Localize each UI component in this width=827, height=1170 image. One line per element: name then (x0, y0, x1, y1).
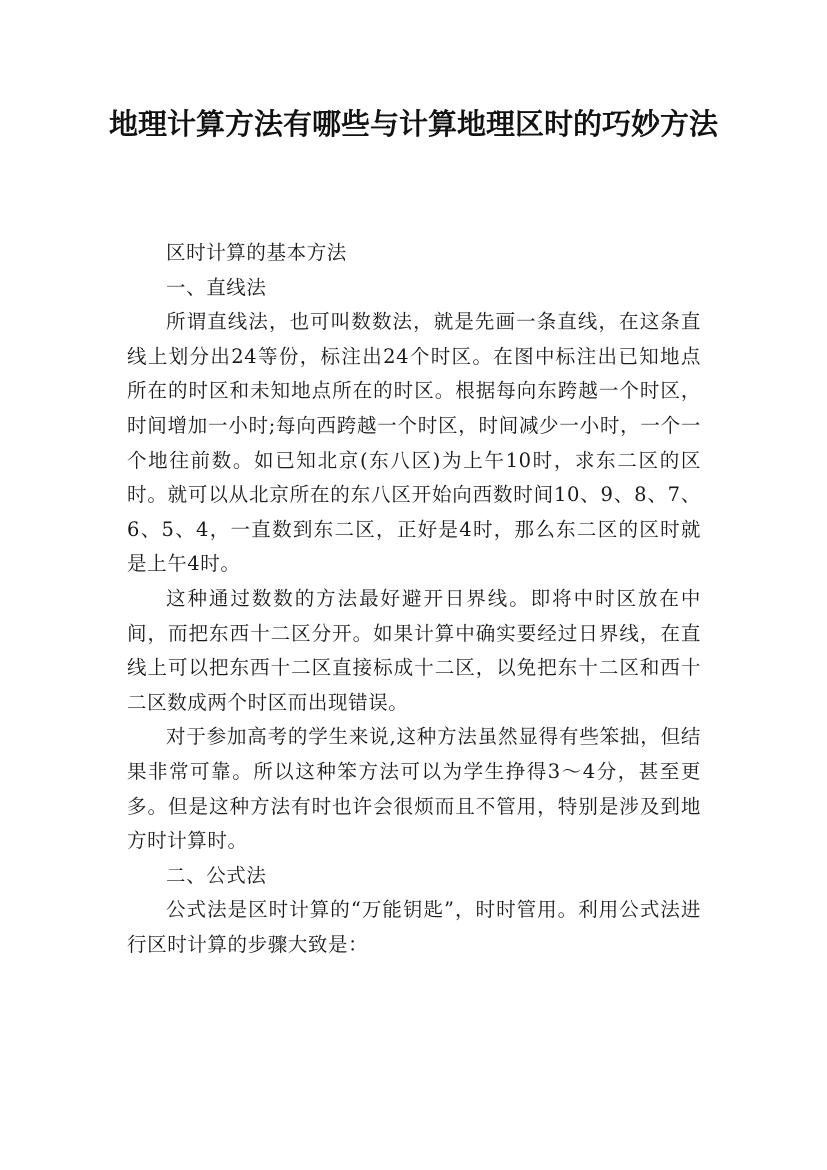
paragraph: 所谓直线法，也可叫数数法，就是先画一条直线，在这条直线上划分出24等份，标注出24个时区。在图中标注出已知地点所在的时区和未知地点所在的时区。根据每向东跨越一个时区，时间增加一小时;每向西跨越一个时区，时间减少一小时，一个一个地往前数。如已知北京(东八区)为上午10时，求东二区的区时。就可以从北京所在的东八区开始向西数时间10、9、8、7、6、5、4，一直数到东二区，正好是4时，那么东二区的区时就是上午4时。 (127, 310, 701, 576)
subsection-heading: 一、直线法 (166, 275, 267, 299)
section-heading: 区时计算的基本方法 (166, 241, 347, 264)
paragraph: 这种通过数数的方法最好避开日界线。即将中时区放在中间，而把东西十二区分开。如果计算中确实要经过日界线，在直线上可以把东西十二区直接标成十二区，以免把东十二区和西十二区数成两个时区而出现错误。 (127, 586, 701, 714)
paragraph: 公式法是区时计算的“万能钥匙”，时时管用。利用公式法进行区时计算的步骤大致是： (127, 898, 701, 956)
paragraph: 对于参加高考的学生来说,这种方法虽然显得有些笨拙，但结果非常可靠。所以这种笨方法可以为学生挣得3～4分，甚至更多。但是这种方法有时也许会很烦而且不管用，特别是涉及到地方时计算时。 (127, 725, 701, 853)
document-title: 地理计算方法有哪些与计算地理区时的巧妙方法 (108, 107, 718, 141)
subsection-heading: 二、公式法 (166, 863, 267, 887)
document-body (127, 236, 701, 962)
